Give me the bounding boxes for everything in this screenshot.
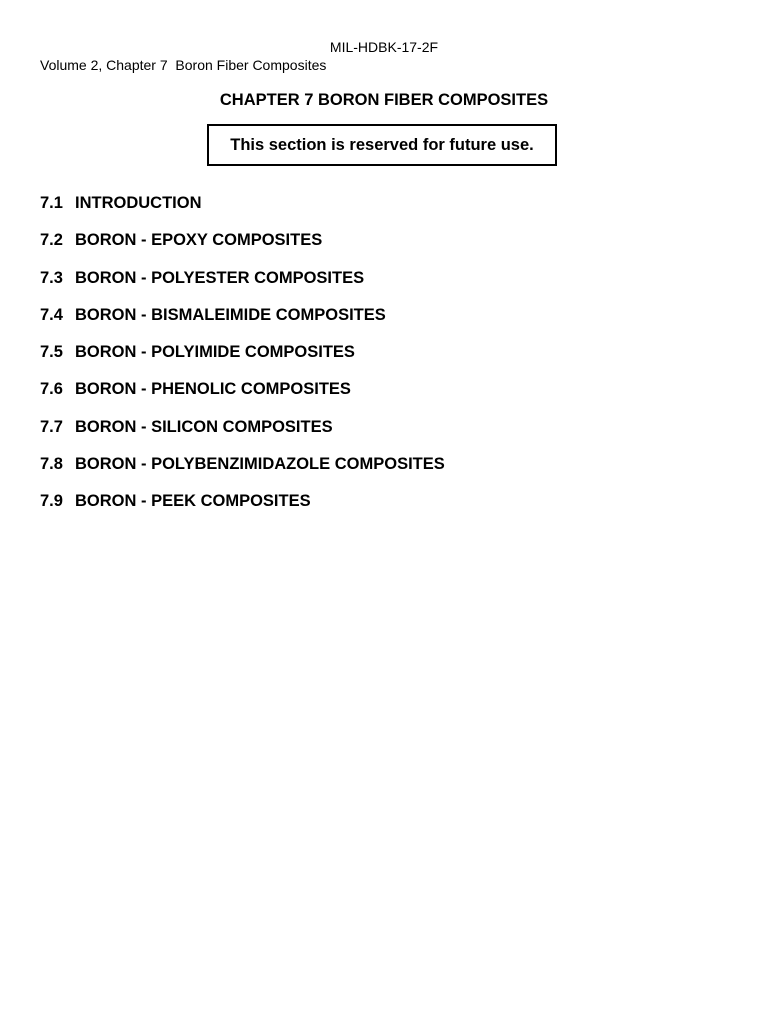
- section-title: BORON - SILICON COMPOSITES: [75, 417, 333, 436]
- section-number: 7.2: [40, 231, 63, 250]
- document-id: MIL-HDBK-17-2F: [329, 39, 439, 55]
- section-number: 7.4: [40, 305, 63, 324]
- section-heading: [40, 268, 740, 305]
- section-title: BORON - BISMALEIMIDE COMPOSITES: [75, 305, 386, 324]
- section-title: INTRODUCTION: [75, 194, 202, 212]
- section-title: BORON - POLYESTER COMPOSITES: [75, 268, 365, 287]
- chapter-title: CHAPTER 7 BORON FIBER COMPOSITES: [219, 91, 549, 109]
- reserved-notice-box: [207, 124, 557, 166]
- section-heading: [40, 491, 740, 528]
- section-heading: [40, 230, 740, 267]
- section-number: 7.8: [40, 455, 63, 474]
- section-heading: [40, 342, 740, 379]
- section-number: 7.1: [40, 194, 63, 212]
- section-heading: [40, 454, 740, 491]
- section-title: BORON - POLYBENZIMIDAZOLE COMPOSITES: [75, 455, 445, 474]
- section-number: 7.7: [40, 417, 63, 436]
- section-title: BORON - PHENOLIC COMPOSITES: [75, 380, 351, 399]
- section-heading: [40, 417, 740, 454]
- section-title: BORON - EPOXY COMPOSITES: [75, 231, 323, 250]
- section-heading: [40, 305, 740, 342]
- section-list: [40, 193, 740, 529]
- running-head: Volume 2, Chapter 7 Boron Fiber Composites: [40, 57, 327, 73]
- section-title: BORON - PEEK COMPOSITES: [75, 492, 311, 511]
- section-number: 7.6: [40, 380, 63, 399]
- reserved-notice-text: This section is reserved for future use.: [230, 135, 534, 154]
- section-heading: [40, 193, 740, 230]
- section-number: 7.5: [40, 343, 63, 362]
- section-title: BORON - POLYIMIDE COMPOSITES: [75, 343, 355, 362]
- section-heading: [40, 379, 740, 416]
- section-number: 7.3: [40, 268, 63, 287]
- section-number: 7.9: [40, 492, 63, 511]
